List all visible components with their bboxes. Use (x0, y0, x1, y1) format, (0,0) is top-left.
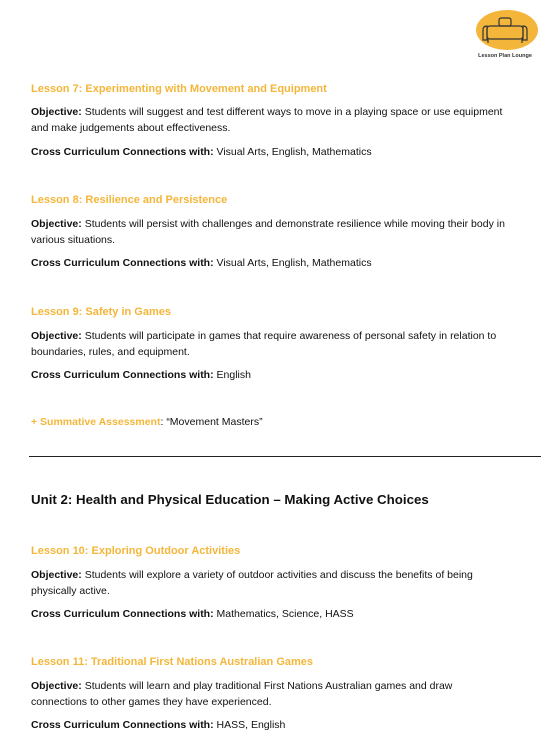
objective-text-cont: connections to other games they have experienced. (31, 695, 272, 708)
objective-label: Objective: (31, 218, 82, 230)
lesson-7-objective (31, 105, 546, 136)
objective-text: Students will suggest and test different ways to move in a playing space or use equipment (84, 106, 503, 118)
objective-text-cont: various situations. (31, 233, 116, 246)
lesson-7-connections (31, 145, 546, 161)
summative-assessment-name: “Movement Masters” (166, 416, 263, 428)
connections-text: Mathematics, Science, HASS (216, 608, 354, 620)
objective-label: Objective: (31, 330, 82, 342)
connections-text: Visual Arts, English, Mathematics (216, 257, 372, 269)
objective-label: Objective: (31, 680, 82, 692)
lesson-8-connections (31, 256, 546, 272)
connections-label: Cross Curriculum Connections with: (31, 719, 214, 731)
summative-colon: : (160, 416, 167, 428)
objective-text: Students will explore a variety of outdoor activities and discuss the benefits of being (84, 569, 473, 581)
lesson-9-objective (31, 329, 546, 360)
summative-assessment (31, 416, 263, 428)
lesson-8-objective (31, 217, 546, 248)
objective-label: Objective: (31, 569, 82, 581)
objective-text: Students will learn and play traditional First Nations Australian games and draw (84, 680, 453, 692)
lesson-7-title: Lesson 7: Experimenting with Movement and Equipment (31, 83, 327, 95)
objective-text-cont: and make judgements about effectiveness. (31, 121, 231, 134)
lesson-11-connections (31, 718, 546, 734)
connections-label: Cross Curriculum Connections with: (31, 146, 214, 158)
connections-label: Cross Curriculum Connections with: (31, 608, 214, 620)
connections-text: HASS, English (216, 719, 286, 731)
logo-text: Lesson Plan Lounge (478, 53, 532, 59)
connections-label: Cross Curriculum Connections with: (31, 257, 214, 269)
lesson-9-connections (31, 368, 546, 384)
lesson-9-title: Lesson 9: Safety in Games (31, 306, 171, 318)
connections-text: English (216, 369, 251, 381)
unit-2-title: Unit 2: Health and Physical Education – Making Active Choices (31, 492, 429, 507)
lesson-10-connections (31, 607, 546, 623)
lesson-11-objective (31, 679, 546, 710)
objective-text: Students will persist with challenges and demonstrate resilience while moving their body in (84, 218, 505, 230)
lesson-10-objective (31, 568, 546, 599)
lesson-8-title: Lesson 8: Resilience and Persistence (31, 194, 228, 206)
section-divider (29, 456, 541, 457)
lesson-11-title: Lesson 11: Traditional First Nations Australian Games (31, 656, 314, 668)
connections-label: Cross Curriculum Connections with: (31, 369, 214, 381)
objective-label: Objective: (31, 106, 82, 118)
objective-text-cont: boundaries, rules, and equipment. (31, 345, 190, 358)
summative-assessment-label: + Summative Assessment (31, 416, 161, 428)
lesson-10-title: Lesson 10: Exploring Outdoor Activities (31, 545, 241, 557)
objective-text: Students will participate in games that require awareness of personal safety in relation to (84, 330, 497, 342)
connections-text: Visual Arts, English, Mathematics (216, 146, 372, 158)
objective-text-cont: physically active. (31, 584, 110, 597)
